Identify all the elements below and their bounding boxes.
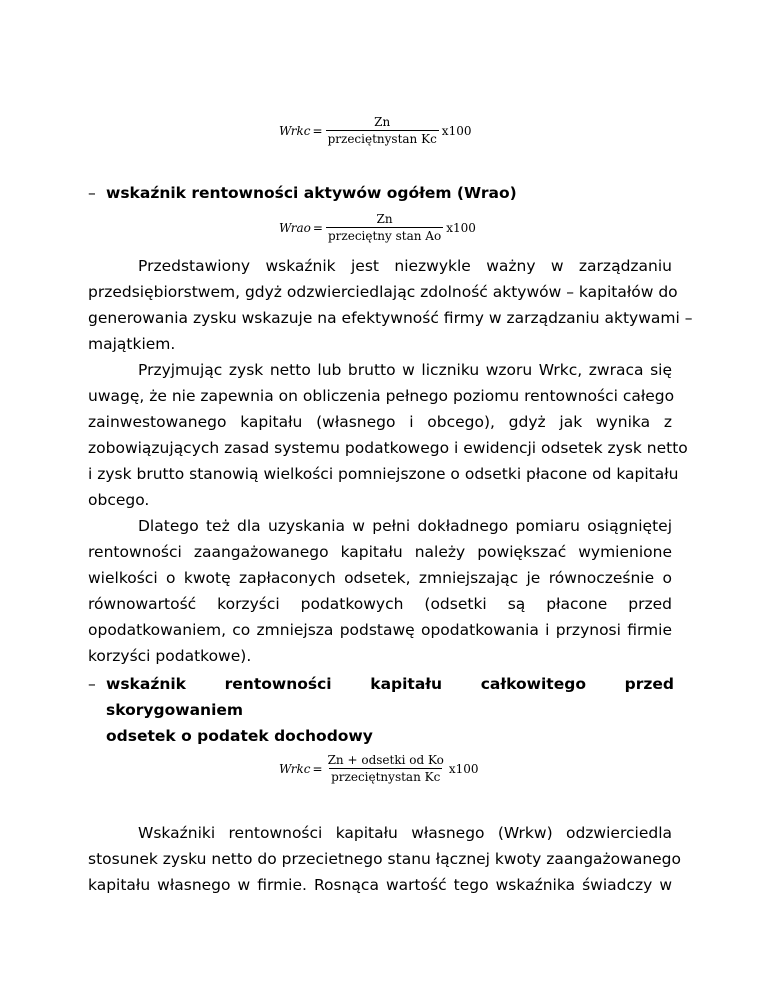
text-line: obcego. (88, 491, 150, 509)
formula-fraction (326, 116, 439, 146)
bullet-item-wrao (88, 180, 674, 206)
text-line: Dlatego też dla uzyskania w pełni dokładnego pomiaru osiągniętej (138, 517, 672, 535)
text-line: uwagę, że nie zapewnia on obliczenia pełnego poziomu rentowności całego (88, 387, 675, 405)
formula-lhs: Wrkc (279, 124, 311, 138)
formula-fraction (326, 754, 446, 784)
text-line: Przyjmując zysk netto lub brutto w liczniku wzoru Wrkc, zwraca się (138, 361, 672, 379)
formula-lhs: Wrkc (279, 762, 311, 776)
formula-wrkc (279, 116, 471, 146)
bullet-text: odsetek o podatek dochodowy (106, 727, 373, 745)
formula-wrkc-adjusted (279, 754, 479, 784)
text-line: rentowności zaangażowanego kapitału należy powiększać wymienione (88, 543, 672, 561)
formula-multiplier: x100 (446, 221, 476, 235)
dash-marker: – (88, 675, 96, 693)
dash-marker: – (88, 184, 96, 202)
text-line: wielkości o kwotę zapłaconych odsetek, zmniejszając je równocześnie o (88, 569, 672, 587)
formula-wrao (279, 213, 476, 243)
text-line: kapitału własnego w firmie. Rosnąca wartość tego wskaźnika świadczy w (88, 876, 672, 894)
text-line: stosunek zysku netto do przecietnego stanu łącznej kwoty zaangażowanego (88, 850, 682, 868)
formula-equals: = (312, 762, 323, 776)
formula-numerator: Zn (376, 212, 393, 226)
text-line: korzyści podatkowe). (88, 647, 252, 665)
text-line: zainwestowanego kapitału (własnego i obcego), gdyż jak wynika z (88, 413, 672, 431)
paragraph-4 (88, 820, 682, 898)
formula-denominator: przeciętnystan Kc (331, 770, 441, 784)
formula-denominator: przeciętny stan Ao (327, 229, 442, 243)
formula-multiplier: x100 (441, 124, 472, 138)
bullet-text: wskaźnik rentowności aktywów ogółem (Wrao) (106, 184, 517, 202)
formula-numerator: Zn (374, 115, 391, 129)
text-line: zobowiązujących zasad systemu podatkowego i ewidencji odsetek zysk netto (88, 439, 688, 457)
formula-multiplier: x100 (448, 762, 479, 776)
text-line: i zysk brutto stanowią wielkości pomniejszone o odsetki płacone od kapitału (88, 465, 679, 483)
formula-numerator: Zn + odsetki od Ko (327, 753, 444, 767)
text-line: równowartość korzyści podatkowych (odsetki są płacone przed (88, 595, 672, 613)
text-line: generowania zysku wskazuje na efektywność firmy w zarządzaniu aktywami – (88, 309, 693, 327)
formula-equals: = (312, 221, 323, 235)
paragraph-1 (88, 253, 693, 357)
formula-fraction (326, 213, 443, 243)
formula-denominator: przeciętnystan Kc (327, 132, 437, 146)
paragraph-2 (88, 357, 688, 513)
paragraph-3 (88, 513, 672, 669)
formula-lhs: Wrao (279, 221, 311, 235)
formula-equals: = (312, 124, 323, 138)
text-line: przedsiębiorstwem, gdyż odzwierciedlając zdolność aktywów – kapitałów do (88, 283, 678, 301)
text-line: majątkiem. (88, 335, 176, 353)
bullet-item-wrkc (88, 671, 674, 749)
text-line: Wskaźniki rentowności kapitału własnego (Wrkw) odzwierciedla (138, 824, 672, 842)
text-line: opodatkowaniem, co zmniejsza podstawę opodatkowania i przynosi firmie (88, 621, 672, 639)
bullet-text: wskaźnik rentowności kapitału całkowitego przed skorygowaniem (106, 675, 674, 719)
text-line: Przedstawiony wskaźnik jest niezwykle ważny w zarządzaniu (138, 257, 672, 275)
